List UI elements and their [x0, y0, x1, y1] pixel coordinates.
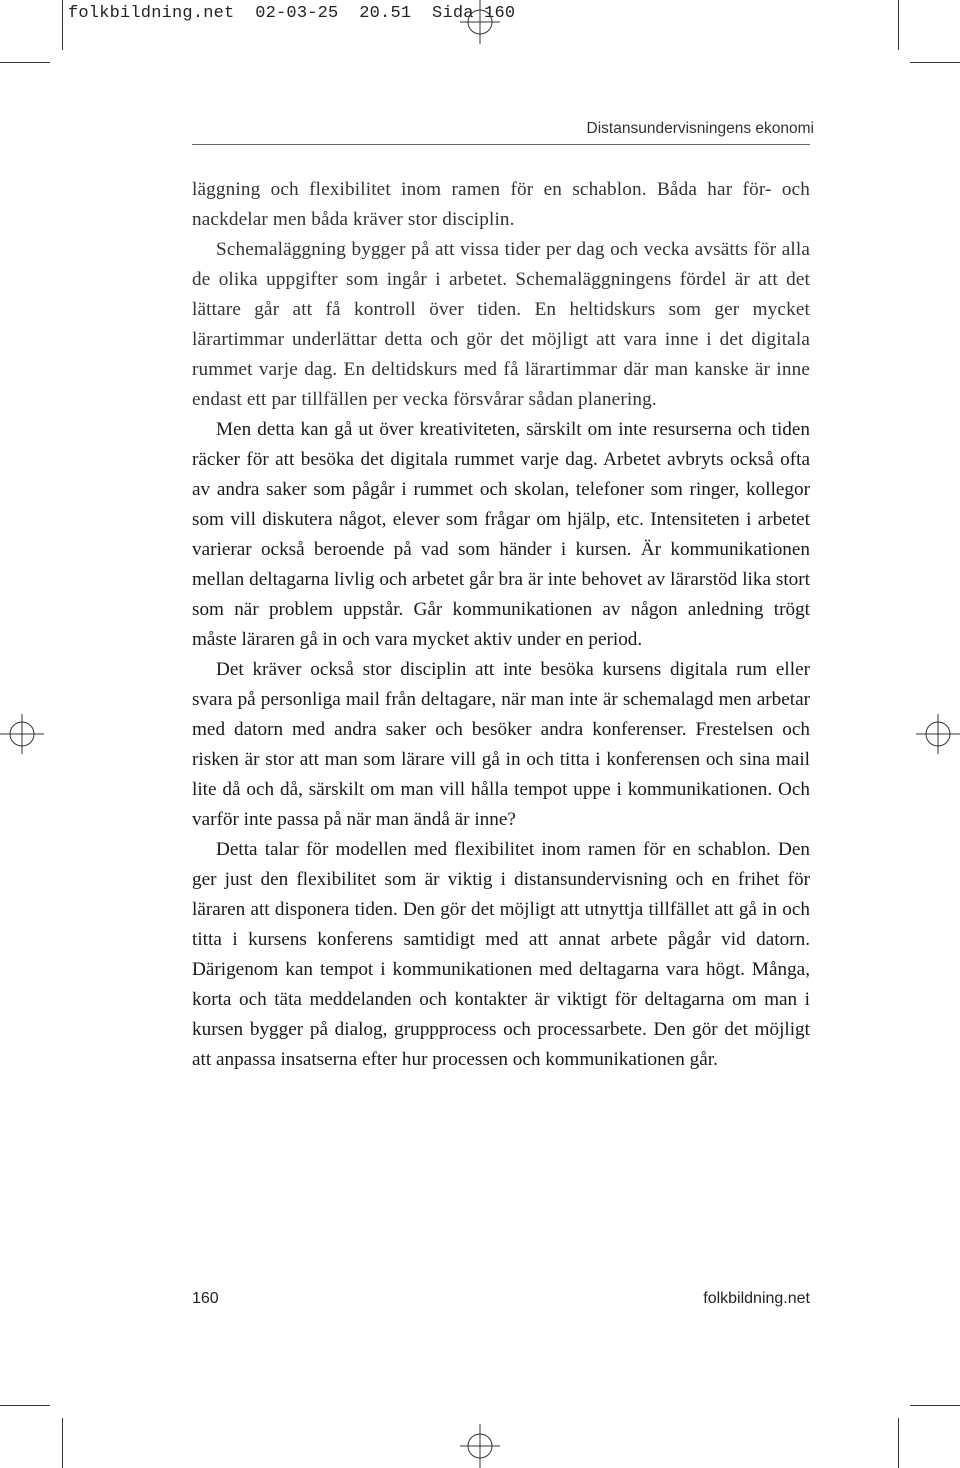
crop-mark-bottom-right	[898, 1418, 899, 1468]
crop-mark-bottom-right-h	[910, 1405, 960, 1406]
page-number: 160	[192, 1290, 219, 1307]
paragraph-disciplin: Det kräver också stor disciplin att inte besöka kursens digitala rum eller svara på personliga mail från deltagare, när man inte är schemalagd men arbetar med datorn med andra saker och besöker andra konferenser. Frestelsen och risken är stor att man som lärare vill gå in och titta i konferensen och sina mail lite då och då, särskilt om man vill hålla tempot uppe i kommunikationen. Och varför inte passa på när man ändå är inne?	[192, 659, 810, 830]
registration-mark-right	[916, 714, 960, 754]
paragraph-schemalaggning-part2: En heltidskurs som ger mycket lärartimmar underlättar detta och gör det möjligt att vara inne i det digitala rummet varje dag. En deltidskurs med få lärartimmar där man kanske är inne endast ett par tillfällen per vecka försvårar sådan planering.	[192, 299, 810, 410]
crop-mark-bottom-left-h	[0, 1405, 50, 1406]
running-head: Distansundervisningens ekonomi	[586, 120, 814, 137]
registration-mark-top	[460, 0, 500, 44]
paragraph-schemalaggning-part1: Schemaläggning bygger på att vissa tider per dag och vecka avsätts för alla de olika uppgifter som ingår i arbetet. Schemaläggningens fördel är att det lättare går att få kontroll över tiden.	[192, 239, 810, 320]
crop-mark-top-left	[62, 0, 63, 50]
body-text	[192, 175, 810, 1075]
crop-mark-top-left-h	[0, 62, 50, 63]
paragraph-kreativitet: Men detta kan gå ut över kreativiteten, särskilt om inte resurserna och tiden räcker för att besöka det digitala rummet varje dag. Arbetet avbryts också ofta av andra saker som pågår i rummet och skolan, telefoner som ringer, kollegor som vill diskutera något, elever som frågar om hjälp, etc. Intensiteten i arbetet varierar också beroende på vad som händer i kursen. Är kommunikationen mellan deltagarna livlig och arbetet går bra är inte behovet av lärarstöd lika stort som när problem uppstår. Går kommunikationen av någon anledning trögt måste läraren gå in och vara mycket aktiv under en period.	[192, 419, 810, 650]
registration-mark-bottom	[460, 1424, 500, 1468]
paragraph-flexibilitet: Detta talar för modellen med flexibilitet inom ramen för en schablon. Den ger just den flexibilitet som är viktig i distansundervisning och en frihet för läraren att disponera tiden. Den gör det möjligt att utnyttja tillfället att gå in och titta i kursens konferens samtidigt med att annat arbete pågår vid datorn. Därigenom kan tempot i kommunikationen med deltagarna vara högt. Många, korta och täta meddelanden och kontakter är viktigt för deltagarna om man i kursen bygger på dialog, gruppprocess och processarbete. Den gör det möjligt att anpassa insatserna efter hur processen och kommunikationen går.	[192, 839, 810, 1070]
crop-mark-top-right	[898, 0, 899, 50]
crop-mark-top-right-h	[910, 62, 960, 63]
header-rule	[192, 144, 810, 145]
paragraph-continuation: läggning och flexibilitet inom ramen för en schablon. Båda har för- och nackdelar men båda kräver stor disciplin.	[192, 179, 810, 230]
printer-slug: folkbildning.net 02-03-25 20.51 Sida 160	[68, 4, 516, 23]
footer-site: folkbildning.net	[703, 1290, 810, 1307]
paragraph-schemalaggning	[192, 235, 810, 415]
registration-mark-left	[0, 714, 44, 754]
crop-mark-bottom-left	[62, 1418, 63, 1468]
